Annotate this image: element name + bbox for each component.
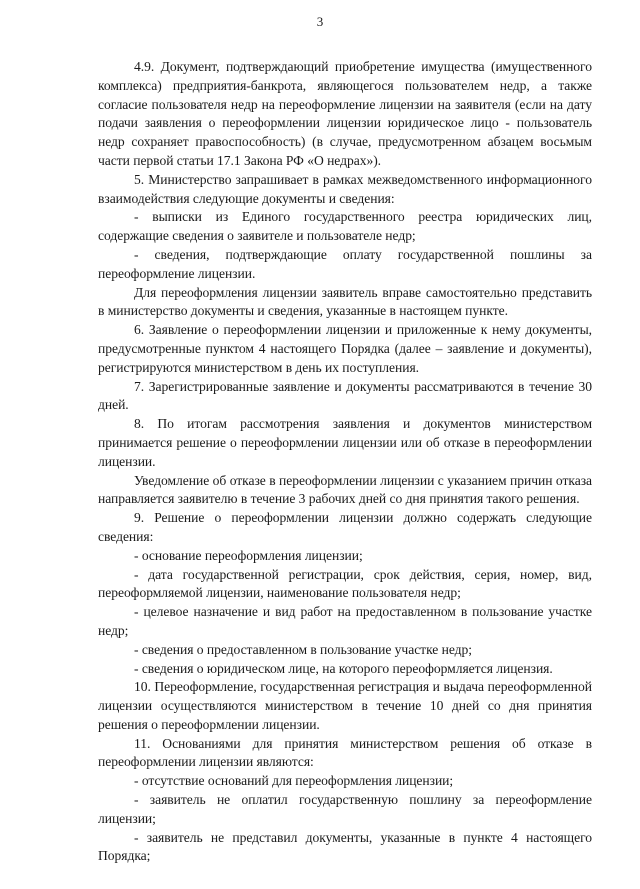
paragraph-refusal-notice: Уведомление об отказе в переоформлении лицензии с указанием причин отказа направляется заявителю в течение 3 рабочих дней со дня принятия такого решения.: [98, 472, 592, 507]
paragraph-9: 9. Решение о переоформлении лицензии должно содержать следующие сведения:: [98, 510, 592, 544]
paragraph-11: 11. Основаниями для принятия министерством решения об отказе в переоформлении лицензии являются:: [98, 735, 592, 770]
paragraph-10: 10. Переоформление, государственная регистрация и выдача переоформленной лицензии осуществляются министерством в течение 10 дней со дня принятия решения о переоформлении лицензии.: [98, 679, 592, 732]
paragraph-4-9: 4.9. Документ, подтверждающий приобретение имущества (имущественного комплекса) предприятия-банкрота, являющегося пользователем недр, а также согласие пользователя недр на переоформление лицензии на заявителя (если на дату подачи заявления о переоформлении лицензии юридическое лицо - пользователь недр сохраняет правоспособность) (в случае, предусмотренном абзацем восьмым части первой статьи 17.1 Закона РФ «О недрах»).: [98, 59, 592, 168]
paragraph-7: 7. Зарегистрированные заявление и документы рассматриваются в течение 30 дней.: [98, 378, 592, 413]
paragraph-5: 5. Министерство запрашивает в рамках межведомственного информационного взаимодействия следующие документы и сведения:: [98, 171, 592, 206]
page-number: 3: [316, 14, 324, 29]
list-item-site-info: - сведения о предоставленном в пользование участке недр;: [134, 641, 472, 657]
list-item-docs-missing: - заявитель не представил документы, указанные в пункте 4 настоящего Порядка;: [98, 829, 592, 864]
paragraph-6: 6. Заявление о переоформлении лицензии и приложенные к нему документы, предусмотренные пунктом 4 настоящего Порядка (далее – заявление и документы), регистрируются министерством в день их поступления.: [98, 322, 592, 375]
paragraph-8: 8. По итогам рассмотрения заявления и документов министерством принимается решение о переоформлении лицензии или об отказе в переоформлении лицензии.: [98, 416, 592, 469]
list-item-registration-details: - дата государственной регистрации, срок действия, серия, номер, вид, переоформляемой лицензии, наименование пользователя недр;: [98, 566, 592, 601]
list-item-egrul-extract: - выписки из Единого государственного реестра юридических лиц, содержащие сведения о заявителе и пользователе недр;: [98, 209, 592, 244]
list-item-purpose: - целевое назначение и вид работ на предоставленном в пользование участке недр;: [98, 604, 592, 638]
document-body: [98, 58, 592, 866]
paragraph-self-submission: Для переоформления лицензии заявитель вправе самостоятельно представить в министерство документы и сведения, указанные в настоящем пункте.: [98, 284, 592, 319]
list-item-basis: - основание переоформления лицензии;: [134, 547, 363, 563]
list-item-legal-entity: - сведения о юридическом лице, на которого переоформляется лицензия.: [134, 660, 553, 676]
list-item-fee-unpaid: - заявитель не оплатил государственную пошлину за переоформление лицензии;: [98, 792, 592, 826]
list-item-no-grounds: - отсутствие оснований для переоформления лицензии;: [134, 773, 454, 789]
list-item-fee-payment: - сведения, подтверждающие оплату государственной пошлины за переоформление лицензии.: [98, 246, 592, 281]
